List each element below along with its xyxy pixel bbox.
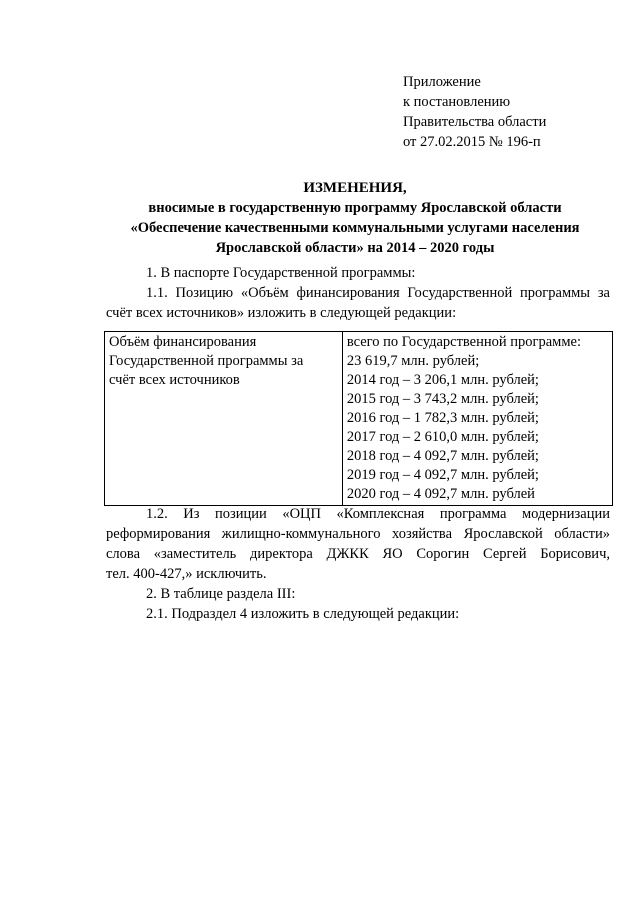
table-value-line: 2015 год – 3 743,2 млн. рублей; — [346, 391, 539, 407]
annex-line-1: Приложение — [403, 74, 481, 90]
paragraph-1-2-line-3: слова «заместитель директора ДЖКК ЯО Сорогин Сергей Борисович, — [106, 546, 610, 562]
annex-line-3: Правительства области — [403, 114, 547, 130]
paragraph-1-1-line-2: счёт всех источников» изложить в следующей редакции: — [106, 305, 457, 321]
paragraph-1-2-line-2: реформирования жилищно-коммунального хозяйства Ярославской области» — [106, 526, 610, 542]
title-line-2: вносимые в государственную программу Ярославской области — [148, 200, 562, 216]
financing-table — [104, 331, 613, 506]
paragraph-1-2-line-4: тел. 400-427,» исключить. — [106, 566, 267, 582]
table-label-line-1: Объём финансирования — [109, 334, 257, 350]
table-value-line: 2020 год – 4 092,7 млн. рублей — [346, 486, 535, 502]
table-value-line: 2018 год – 4 092,7 млн. рублей; — [346, 448, 539, 464]
table-label-line-3: счёт всех источников — [109, 372, 240, 388]
paragraph-1-1 — [106, 283, 610, 323]
table-value-line: 2014 год – 3 206,1 млн. рублей; — [346, 372, 539, 388]
paragraph-1-1-line-1: 1.1. Позицию «Объём финансирования Государственной программы за — [146, 285, 610, 301]
document-title — [100, 178, 610, 258]
title-line-3: «Обеспечение качественными коммунальными услугами населения — [130, 220, 580, 236]
table-row — [105, 332, 613, 506]
paragraph-2: 2. В таблице раздела III: — [146, 586, 296, 602]
paragraph-2-1: 2.1. Подраздел 4 изложить в следующей редакции: — [146, 606, 460, 622]
table-value-line: 2017 год – 2 610,0 млн. рублей; — [346, 429, 539, 445]
table-value-line: 2016 год – 1 782,3 млн. рублей; — [346, 410, 539, 426]
annex-header — [403, 72, 546, 152]
annex-line-4: от 27.02.2015 № 196-п — [403, 134, 541, 150]
table-value-line: всего по Государственной программе: — [346, 334, 581, 350]
table-cell-label — [105, 332, 343, 506]
paragraph-1-2-line-1: 1.2. Из позиции «ОЦП «Комплексная программа модернизации — [146, 506, 610, 522]
table-value-line: 2019 год – 4 092,7 млн. рублей; — [346, 467, 539, 483]
table-label-line-2: Государственной программы за — [109, 353, 304, 369]
paragraph-1-2 — [106, 504, 610, 584]
table-value-line: 23 619,7 млн. рублей; — [346, 353, 480, 369]
title-line-4: Ярославской области» на 2014 – 2020 годы — [215, 240, 495, 256]
title-main: ИЗМЕНЕНИЯ, — [303, 180, 407, 196]
annex-line-2: к постановлению — [403, 94, 511, 110]
paragraph-1: 1. В паспорте Государственной программы: — [146, 265, 416, 281]
table-cell-values — [342, 332, 612, 506]
